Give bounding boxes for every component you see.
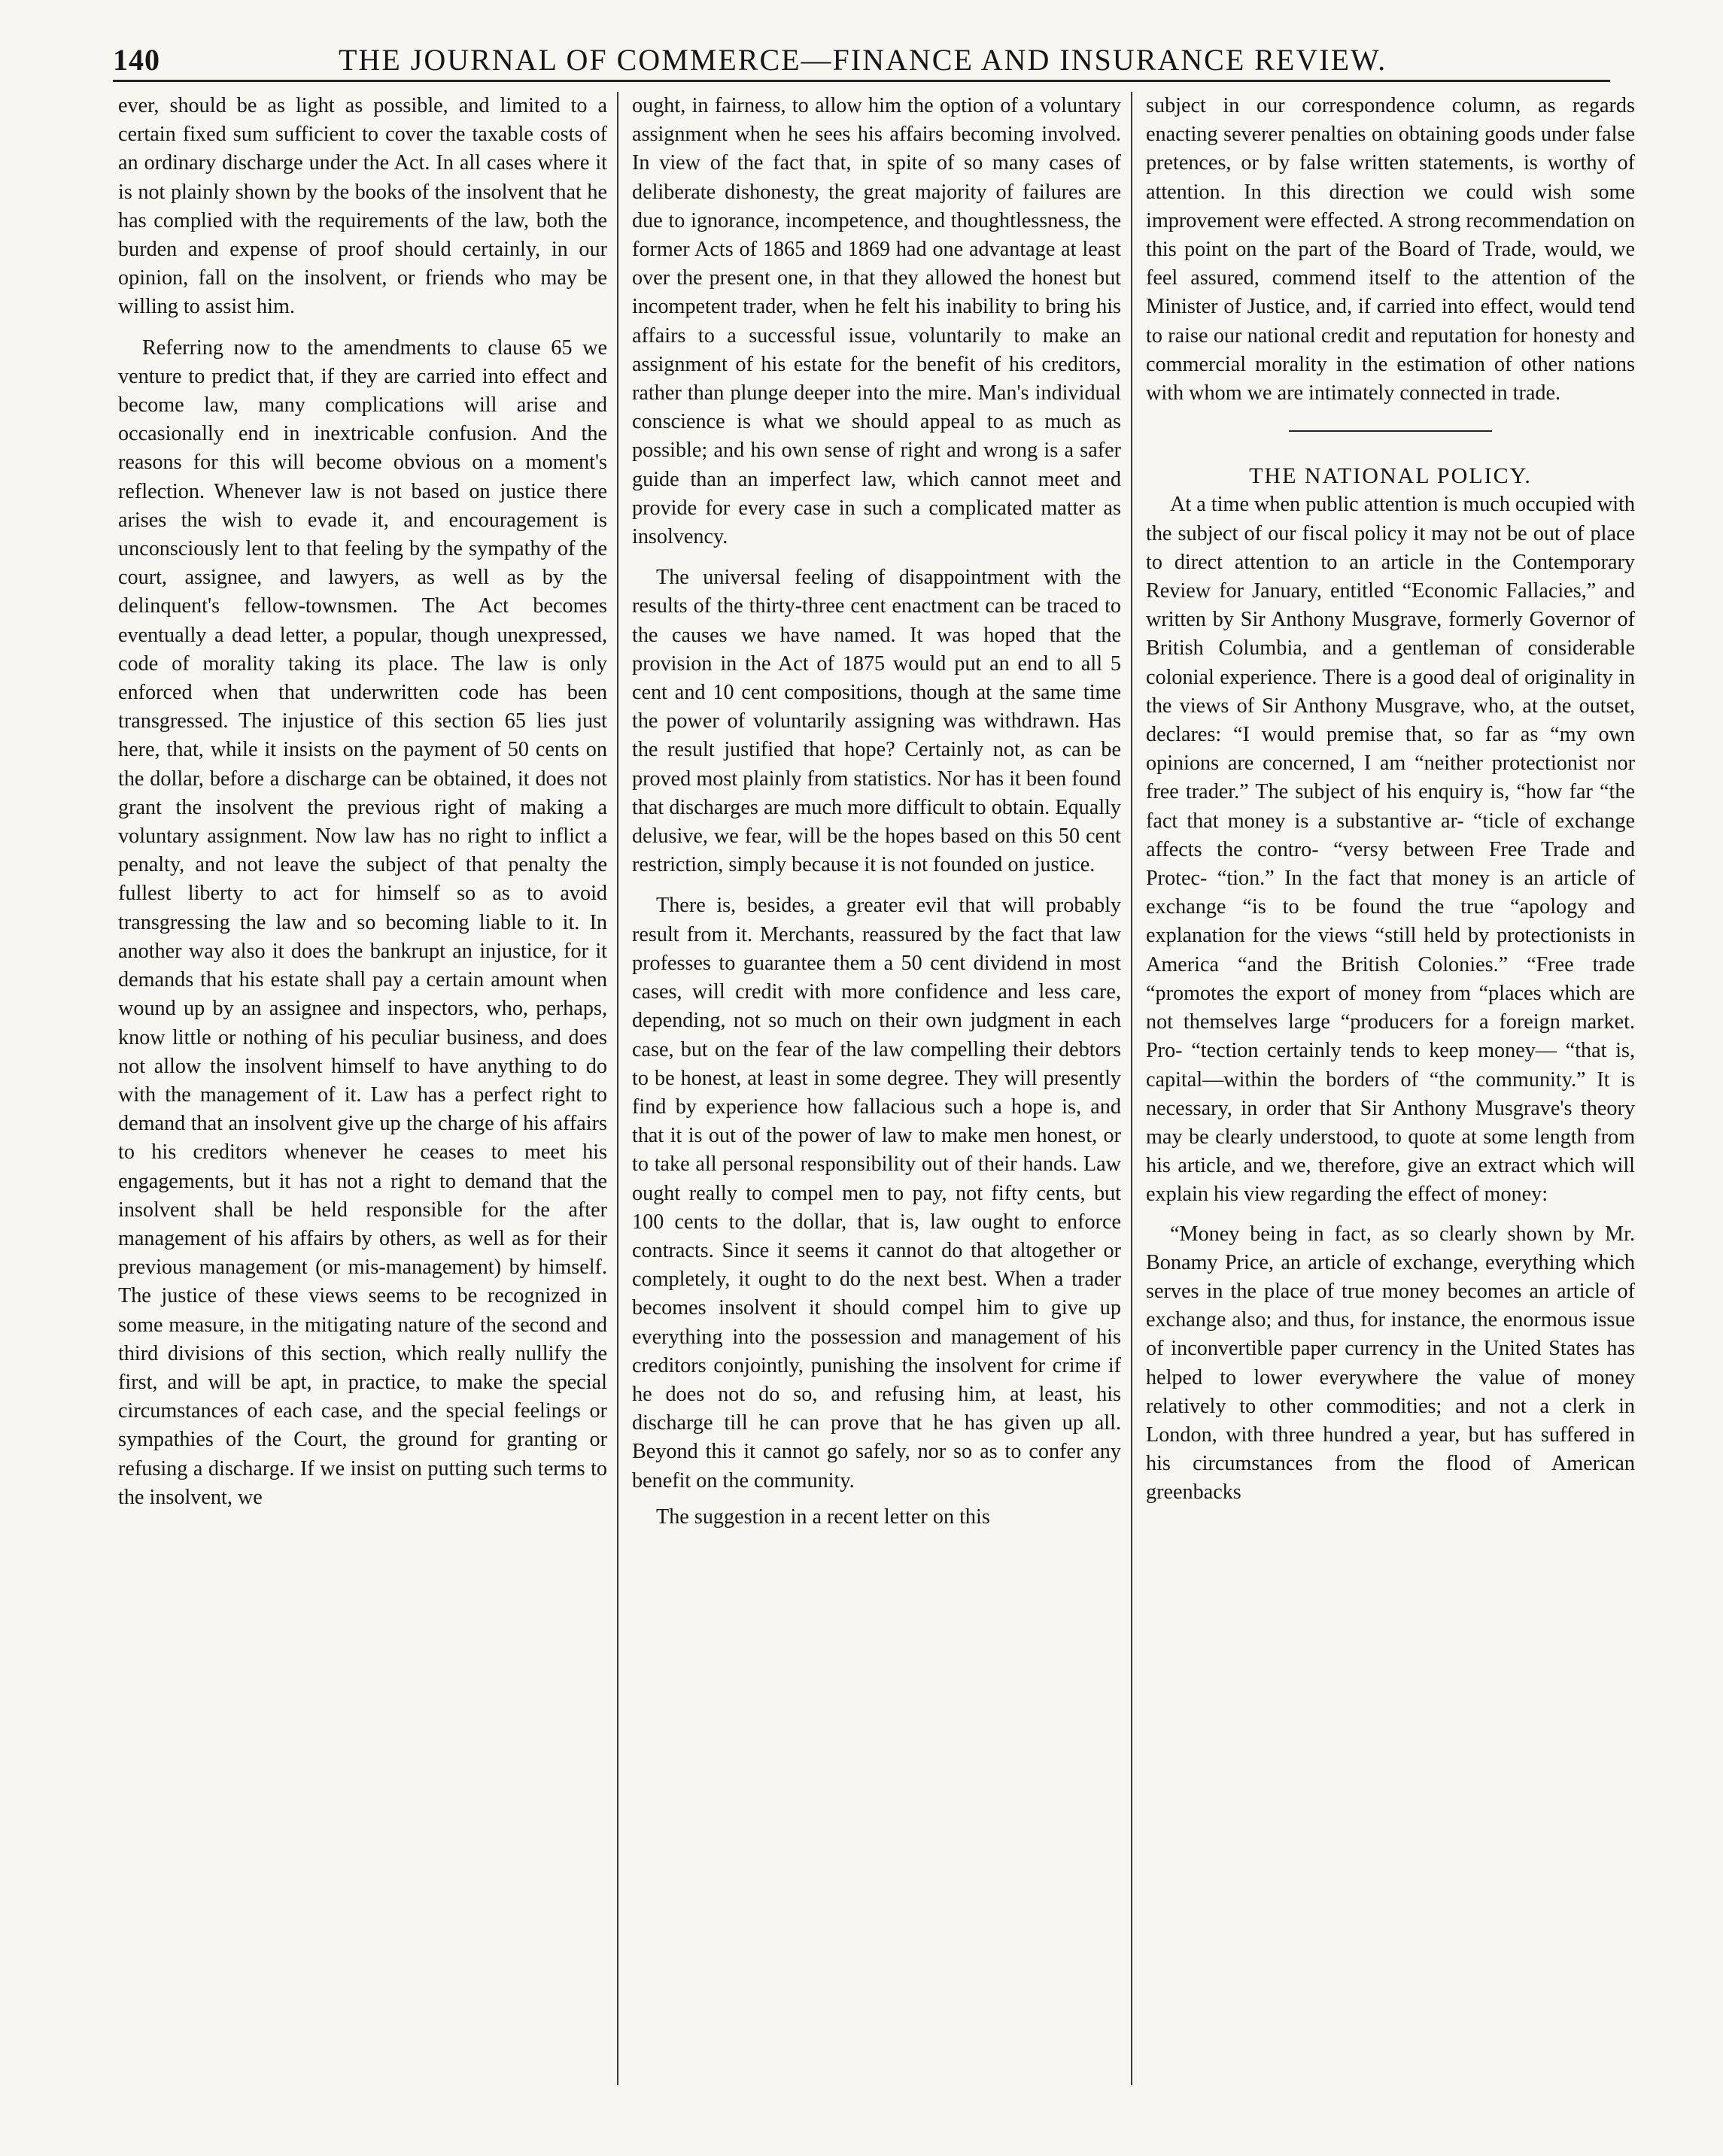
column-3: [1146, 92, 1635, 2115]
journal-title: THE JOURNAL OF COMMERCE—FINANCE AND INSURANCE REVIEW.: [339, 43, 1387, 77]
column-rule-left: [617, 92, 618, 2085]
col3-paragraph-1: subject in our correspondence column, as regards enacting severer penalties on obtaining goods under false pretences, or by false written statements, is worthy of attention. In this direction we could wish some improvement were effected. A strong recommendation on this point on the part of the Board of Trade, would, we feel assured, commend itself to the attention of the Minister of Justice, and, if carried into effect, would tend to raise our national credit and reputation for honesty and commercial morality in the estimation of other nations with whom we are intimately connected in trade.: [1146, 94, 1635, 405]
column-rule-right: [1131, 92, 1132, 2085]
col3-quote-paragraph: “Money being in fact, as so clearly shown by Mr. Bonamy Price, an article of exchange, everything which serves in the place of true money becomes an article of exchange also; and thus, for instance, the enormous issue of inconvertible paper currency in the United States has helped to lower everywhere the value of money relatively to other commodities; and not a clerk in London, with three hundred a year, but has suffered in his circumstances from the flood of American greenbacks: [1146, 1222, 1635, 1505]
col3-paragraph-2: At a time when public attention is much occupied with the subject of our fiscal policy it may not be out of place to direct attention to an article in the Contemporary Review for January, entitled “Economic Fallacies,” and written by Sir Anthony Musgrave, formerly Governor of British Columbia, and a gentleman of considerable colonial experience. There is a good deal of originality in the views of Sir Anthony Musgrave, who, at the outset, declares: “I would premise that, so far as “my own opinions are concerned, I am “neither protectionist nor free trader.” The subject of his enquiry is, “how far “the fact that money is a substantive ar- “ticle of exchange affects the contro- “versy between Free Trade and Protec- “tion.” In the fact that money is an article of exchange “is to be found the true “apology and explanation for the views “still held by protectionists in America “and the British Colonies.” “Free trade “promotes the export of money from “places which are not themselves large “producers for a foreign market. Pro- “tection certainly tends to keep money— “that is, capital—within the borders of “the community.” It is necessary, in order that Sir Anthony Musgrave's theory may be clearly understood, to quote at some length from his article, and we, therefore, give an extract which will explain his view regarding the effect of money:: [1146, 493, 1635, 1207]
column-1: [118, 92, 607, 2115]
section-divider: [1289, 430, 1492, 432]
col1-paragraph-2: Referring now to the amendments to clause 65 we venture to predict that, if they are carried into effect and become law, many complications will arise and occasionally end in inextricable confusion. And the reasons for this will become obvious on a moment's reflection. Whenever law is not based on justice there arises the wish to evade it, and encouragement is unconsciously lent to that feeling by the sympathy of the court, assignee, and lawyers, as well as by the delinquent's fellow-townsmen. The Act becomes eventually a dead letter, a popular, though unexpressed, code of morality taking its place. The law is only enforced when that underwritten code has been transgressed. The injustice of this section 65 lies just here, that, while it insists on the payment of 50 cents on the dollar, before a discharge can be obtained, it does not grant the insolvent the previous right of making a voluntary assignment. Now law has no right to inflict a penalty, and not leave the subject of that penalty the fullest liberty to act for himself so as to avoid transgressing the law and so becoming liable to it. In another way also it does the bankrupt an injustice, for it demands that his estate shall pay a certain amount when wound up by an assignee and inspectors, who, perhaps, know little or nothing of his peculiar business, and does not allow the insolvent himself to have anything to do with the management of it. Law has a perfect right to demand that an insolvent give up the charge of his affairs to his creditors whenever he ceases to meet his engagements, but it has not a right to demand that the insolvent shall be held responsible for the after management of his affairs by others, as well as for their previous management (or mis-management) by himself. The justice of these views seems to be recognized in some measure, in the mitigating nature of the second and third divisions of this section, which really nullify the first, and will be apt, in practice, to make the special circumstances of each case, and the special feelings or sympathies of the Court, the ground for granting or refusing a discharge. If we insist on putting such terms to the insolvent, we: [118, 336, 607, 1509]
page-header: [113, 42, 1610, 80]
col2-paragraph-1: ought, in fairness, to allow him the option of a voluntary assignment when he sees his affairs becoming involved. In view of the fact that, in spite of so many cases of deliberate dishonesty, the great majority of failures are due to ignorance, incompetence, and thoughtlessness, the former Acts of 1865 and 1869 had one advantage at least over the present one, in that they allowed the honest but incompetent trader, when he felt his inability to bring his affairs to a successful issue, voluntarily to make an assignment of his estate for the benefit of his creditors, rather than plunge deeper into the mire. Man's individual conscience is what we should appeal to as much as possible; and his own sense of right and wrong is a safer guide than an imperfect law, which cannot meet and provide for every case in such a complicated matter as insolvency.: [632, 94, 1121, 549]
col2-paragraph-4: The suggestion in a recent letter on this: [656, 1505, 990, 1529]
page-number: 140: [113, 43, 160, 77]
header-rule: [113, 80, 1610, 82]
section-title: THE NATIONAL POLICY.: [1249, 463, 1532, 489]
col2-paragraph-3: There is, besides, a greater evil that will probably result from it. Merchants, reassured by the fact that law professes to guarantee them a 50 cent dividend in most cases, will credit with more confidence and less care, depending, not so much on their own judgment in each case, but on the fear of the law compelling their debtors to be honest, at least in some degree. They will presently find by experience how fallacious such a hope is, and that it is out of the power of law to make men honest, or to take all personal responsibility out of their hands. Law ought really to compel men to pay, not fifty cents, but 100 cents to the dollar, that is, law ought to enforce contracts. Since it seems it cannot do that altogether or completely, it ought to do the next best. When a trader becomes insolvent it should compel him to give up everything into the possession and management of his creditors conjointly, punishing the insolvent for crime if he does not do so, and refusing him, at least, his discharge till he can prove that he has given up all. Beyond this it cannot go safely, nor so as to confer any benefit on the community.: [632, 894, 1121, 1492]
column-2: [632, 92, 1121, 2115]
col1-paragraph-1: ever, should be as light as possible, and limited to a certain fixed sum sufficient to cover the taxable costs of an ordinary discharge under the Act. In all cases where it is not plainly shown by the books of the insolvent that he has complied with the requirements of the law, both the burden and expense of proof should certainly, in our opinion, fall on the insolvent, or friends who may be willing to assist him.: [118, 94, 607, 319]
col2-paragraph-2: The universal feeling of disappointment with the results of the thirty-three cent enactment can be traced to the causes we have named. It was hoped that the provision in the Act of 1875 would put an end to all 5 cent and 10 cent compositions, though at the same time the power of voluntarily assigning was withdrawn. Has the result justified that hope? Certainly not, as can be proved most plainly from statistics. Nor has it been found that discharges are much more difficult to obtain. Equally delusive, we fear, will be the hopes based on this 50 cent restriction, simply because it is not founded on justice.: [632, 566, 1121, 877]
